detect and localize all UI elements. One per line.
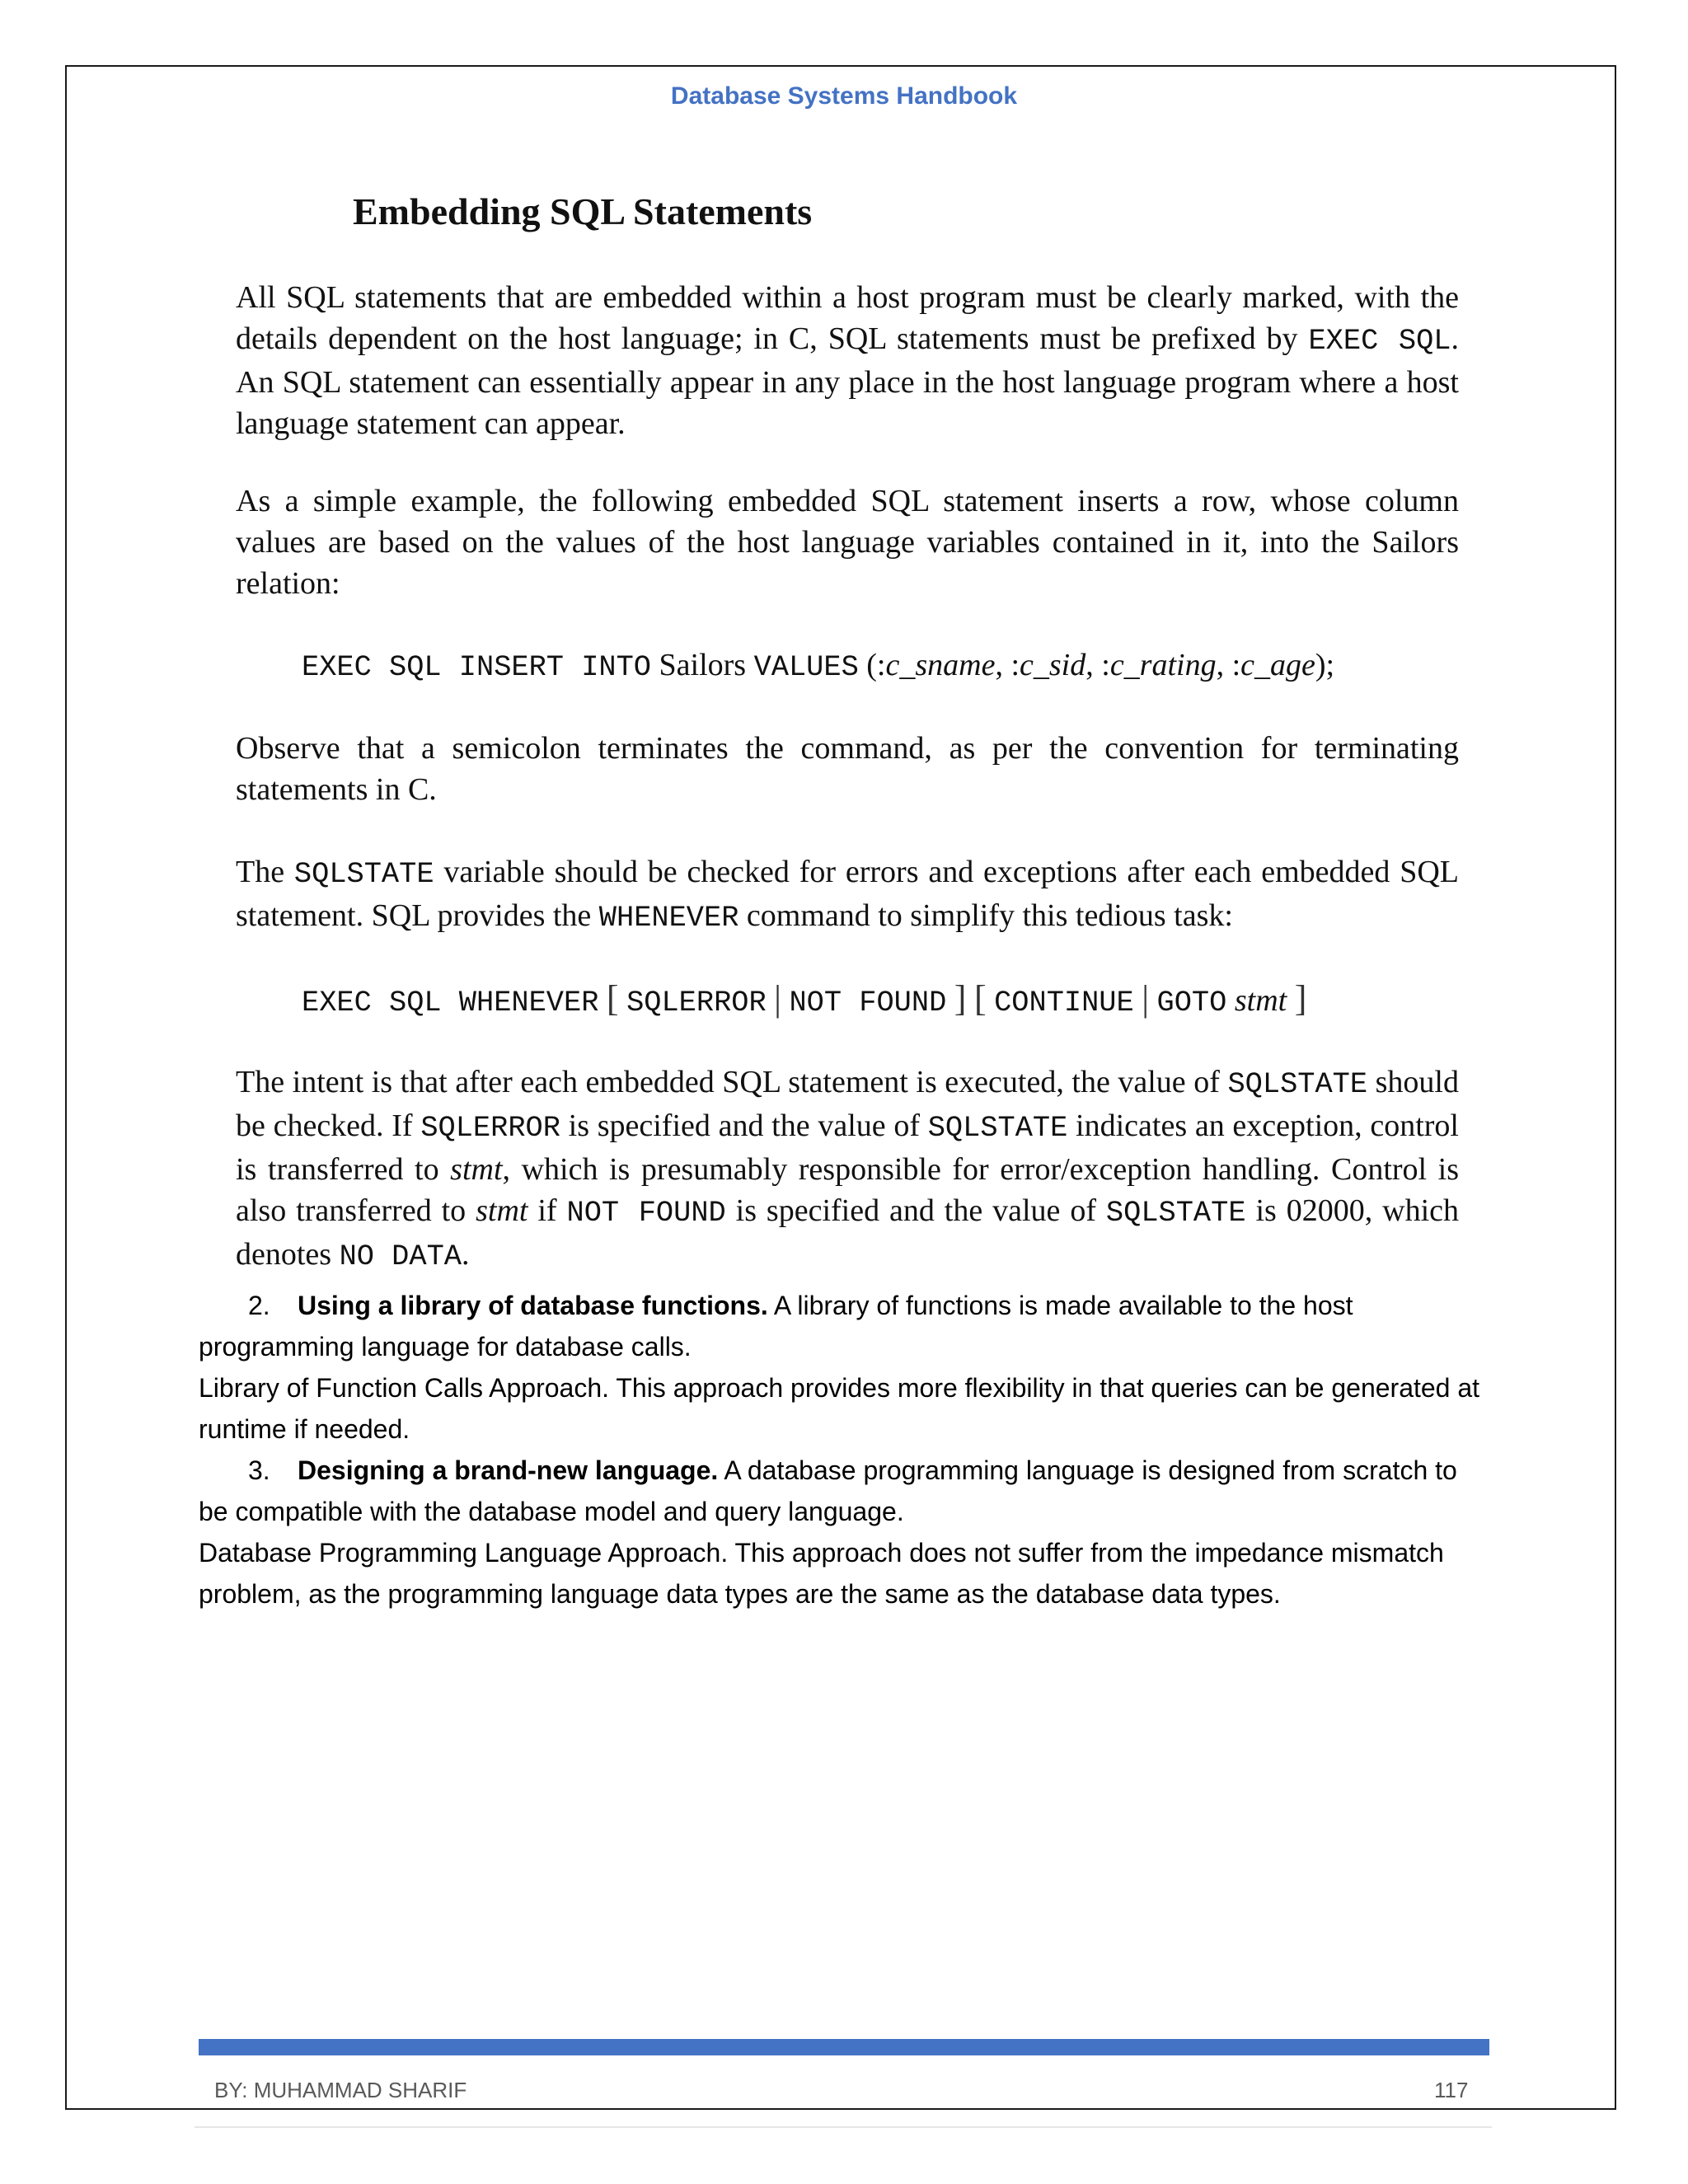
list-item-new-language: 3. Designing a brand-new language. A database programming language is designed from scratch to be compatible with the database model and query language. <box>199 1455 1457 1526</box>
paragraph-sqlstate: The SQLSTATE variable should be checked for errors and exceptions after each embedded SQL statement. SQL provides the WHENEVER command to simplify this tedious task: <box>236 855 1460 935</box>
code-insert-statement: EXEC SQL INSERT INTO Sailors VALUES (:c_sname, :c_sid, :c_rating, :c_age); <box>302 648 1335 684</box>
section-title: Embedding SQL Statements <box>353 190 813 232</box>
code-exec-sql: EXEC SQL <box>1308 325 1451 358</box>
list-note-programming-language: Database Programming Language Approach. This approach does not suffer from the impedance mismatch problem, as the programming language data types are the same as the database data types. <box>199 1538 1444 1609</box>
header-title: Database Systems Handbook <box>670 82 1018 110</box>
paragraph-semicolon: Observe that a semicolon terminates the command, as per the convention for terminating statements in C. <box>236 731 1459 807</box>
code-whenever-statement: EXEC SQL WHENEVER [ SQLERROR | NOT FOUND ] [ CONTINUE | GOTO stmt ] <box>302 978 1307 1019</box>
list-note-function-calls: Library of Function Calls Approach. This approach provides more flexibility in that queries can be generated at runtime if needed. <box>199 1373 1480 1444</box>
footer-accent-bar <box>199 2039 1489 2055</box>
approaches-list <box>199 1285 1484 1615</box>
paragraph-example: As a simple example, the following embedded SQL statement inserts a row, whose column values are based on the values of the host language variables contained in it, into the Sailors relation: <box>236 484 1459 601</box>
footer-author: BY: MUHAMMAD SHARIF <box>214 2078 467 2102</box>
bottom-rule <box>195 2126 1492 2128</box>
paragraph-intent: The intent is that after each embedded SQL statement is executed, the value of SQLSTATE should be checked. If SQLERROR is specified and the value of SQLSTATE indicates an exception, control is transferred to stmt, which is presumably responsible for error/exception handling. Control is also transferred to stmt if NOT FOUND is specified and the value of SQLSTATE is 02000, which denotes NO DATA. <box>236 1065 1459 1273</box>
list-item-library-functions: 2. Using a library of database functions. A library of functions is made available to the host programming language for database calls. <box>199 1291 1353 1361</box>
footer-page-number: 117 <box>1434 2078 1469 2102</box>
paragraph-intro: All SQL statements that are embedded within a host program must be clearly marked, with the details dependent on the host language; in C, SQL statements must be prefixed by EXEC SQL. An SQL statement can essentially appear in any place in the host language program where a host language statement can appear. <box>236 280 1460 441</box>
